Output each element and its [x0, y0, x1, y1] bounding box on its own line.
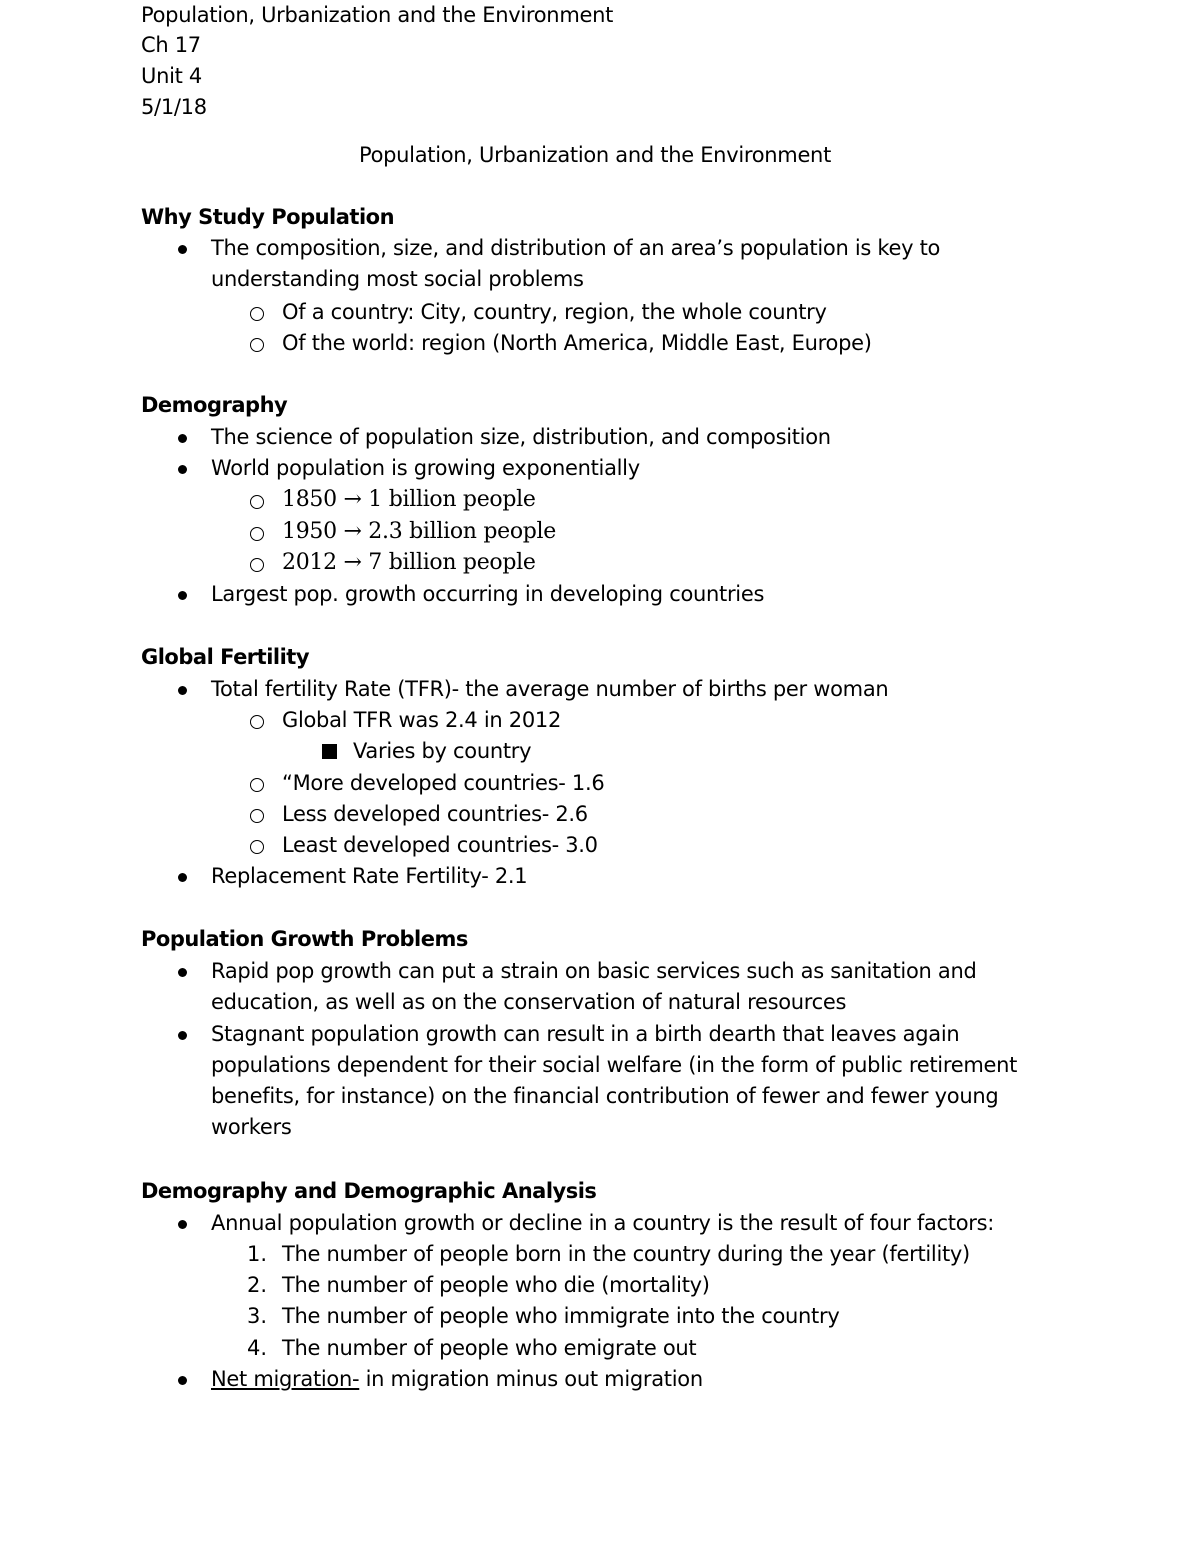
circle-bullet-icon: [250, 338, 264, 352]
list-item: Of a country: City, country, region, the whole country: [282, 300, 827, 324]
section-heading-analysis: Demography and Demographic Analysis: [141, 1179, 597, 1203]
circle-bullet-icon: [250, 809, 264, 823]
section-heading-demography: Demography: [141, 393, 288, 417]
list-item: The composition, size, and distribution of an area’s population is key to understanding most social problems: [211, 236, 941, 291]
bullet-icon: [178, 1031, 187, 1040]
bullet-icon: [178, 1220, 187, 1229]
bullet-icon: [178, 686, 187, 695]
list-item: The science of population size, distribution, and composition: [211, 425, 831, 449]
list-item: The number of people who die (mortality): [282, 1273, 710, 1297]
section-heading-why-study: Why Study Population: [141, 205, 395, 229]
circle-bullet-icon: [250, 558, 264, 572]
list-item: Replacement Rate Fertility- 2.1: [211, 864, 528, 888]
list-item: Global TFR was 2.4 in 2012: [282, 708, 562, 732]
circle-bullet-icon: [250, 527, 264, 541]
list-item: Total fertility Rate (TFR)- the average number of births per woman: [211, 677, 889, 701]
bullet-icon: [178, 968, 187, 977]
bullet-icon: [178, 245, 187, 254]
list-item: “More developed countries- 1.6: [282, 771, 605, 795]
section-heading-fertility: Global Fertility: [141, 645, 310, 669]
list-item: Of the world: region (North America, Middle East, Europe): [282, 331, 872, 355]
header-chapter: Ch 17: [141, 33, 201, 57]
list-item: Annual population growth or decline in a country is the result of four factors:: [211, 1211, 995, 1235]
bullet-icon: [178, 1376, 187, 1385]
list-item: [211, 1364, 703, 1395]
square-bullet-icon: [322, 744, 337, 759]
list-item: Largest pop. growth occurring in developing countries: [211, 582, 765, 606]
list-item: 1950 → 2.3 billion people: [282, 519, 557, 544]
list-item: Rapid pop growth can put a strain on basic services such as sanitation and education, as well as on the conservation of natural resources: [211, 959, 977, 1014]
header-unit: Unit 4: [141, 64, 202, 88]
bullet-icon: [178, 434, 187, 443]
circle-bullet-icon: [250, 715, 264, 729]
bullet-icon: [178, 591, 187, 600]
list-number: 3.: [246, 1304, 267, 1328]
list-item: Varies by country: [353, 739, 532, 763]
circle-bullet-icon: [250, 778, 264, 792]
section-heading-growth-problems: Population Growth Problems: [141, 927, 468, 951]
list-item: The number of people born in the country during the year (fertility): [282, 1242, 970, 1266]
list-item: 2012 → 7 billion people: [282, 550, 536, 575]
header-date: 5/1/18: [141, 95, 207, 119]
list-number: 4.: [246, 1336, 267, 1360]
header-course-title: Population, Urbanization and the Environment: [141, 3, 614, 27]
circle-bullet-icon: [250, 307, 264, 321]
list-item: World population is growing exponentially: [211, 456, 640, 480]
list-item: Least developed countries- 3.0: [282, 833, 598, 857]
term-net-migration: Net migration-: [211, 1367, 360, 1391]
list-number: 1.: [246, 1242, 267, 1266]
list-item: The number of people who emigrate out: [282, 1336, 697, 1360]
list-item: Less developed countries- 2.6: [282, 802, 588, 826]
definition-net-migration: in migration minus out migration: [359, 1367, 703, 1391]
list-item: 1850 → 1 billion people: [282, 487, 536, 512]
doc-title: Population, Urbanization and the Environment: [358, 143, 832, 167]
list-item: Stagnant population growth can result in a birth dearth that leaves again populations dependent for their social welfare (in the form of public retirement benefits, for instance) on the financial contribution of fewer and fewer young workers: [211, 1022, 1018, 1139]
list-item: The number of people who immigrate into the country: [282, 1304, 840, 1328]
list-number: 2.: [246, 1273, 267, 1297]
circle-bullet-icon: [250, 840, 264, 854]
bullet-icon: [178, 873, 187, 882]
bullet-icon: [178, 465, 187, 474]
circle-bullet-icon: [250, 495, 264, 509]
